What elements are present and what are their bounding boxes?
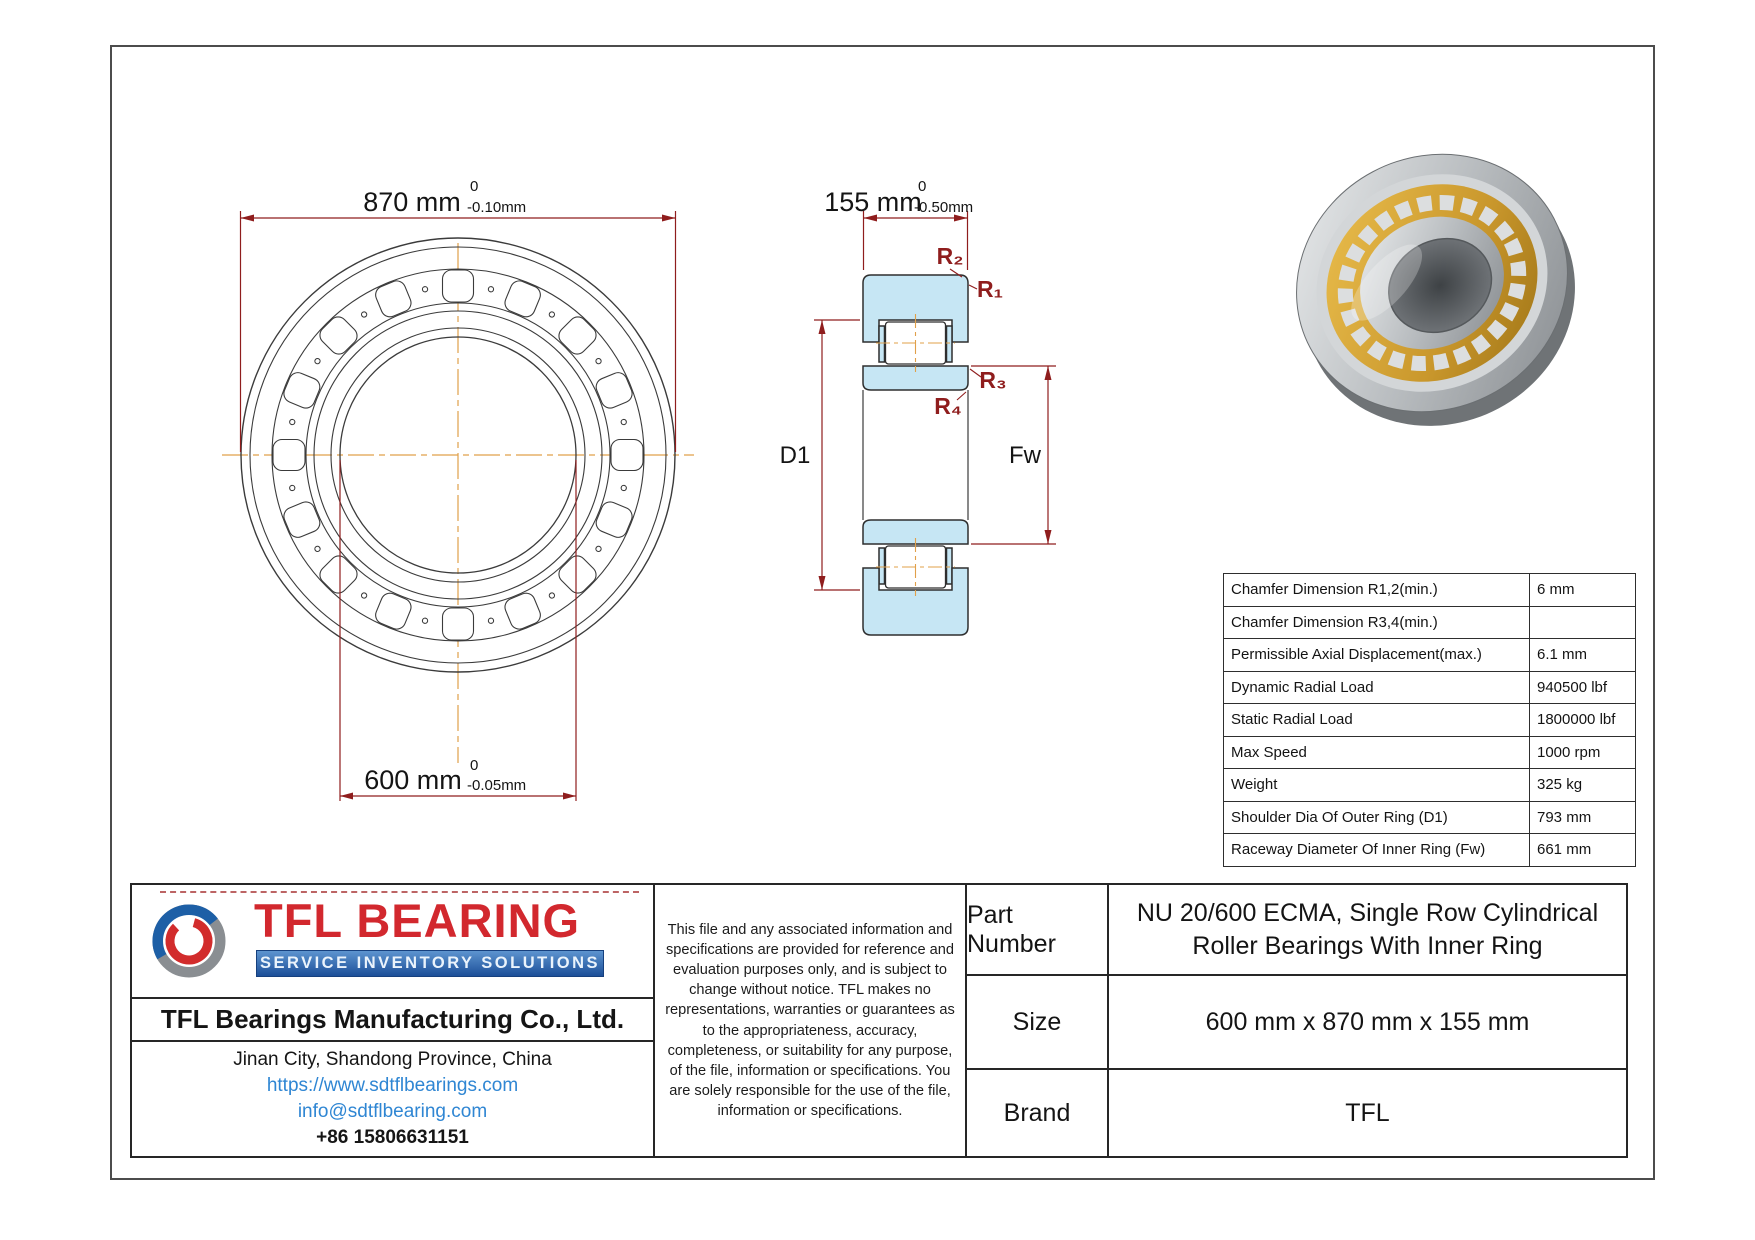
front-view [222,178,694,801]
size-label: Size [967,976,1109,1070]
spec-row [1224,574,1636,607]
dim-width-value: 155 mm [824,187,922,217]
bearing-3d-render [1251,107,1621,473]
dim-outer-diameter [241,178,676,452]
spec-row [1224,671,1636,704]
logo-cell [132,885,655,999]
dim-bore-tol-bottom: -0.05mm [467,777,527,794]
spec-label: Dynamic Radial Load [1224,671,1530,704]
dim-outer-tol-bottom: -0.10mm [467,199,527,216]
spec-label: Shoulder Dia Of Outer Ring (D1) [1224,801,1530,834]
spec-value: 661 mm [1530,834,1636,867]
spec-label: Raceway Diameter Of Inner Ring (Fw) [1224,834,1530,867]
spec-row [1224,704,1636,737]
logo-brand-text: TFL BEARING [254,894,581,947]
spec-table [1223,573,1636,867]
part-number-label: Part Number [967,885,1109,976]
spec-value: 793 mm [1530,801,1636,834]
dim-width-tol-top: 0 [918,178,927,195]
company-email-link[interactable]: info@sdtflbearing.com [297,1101,488,1122]
title-block [130,883,1628,1158]
spec-value [1530,606,1636,639]
spec-label: Chamfer Dimension R1,2(min.) [1224,574,1530,607]
label-fw: Fw [1009,442,1041,469]
disclaimer-text: This file and any associated information and specifications are provided for reference and evaluation purposes only, and is subject to change without notice. TFL makes no representations, warranties or guarantees as to the appropriateness, accuracy, completeness, or suitability for any purpose, of the file, information or specifications. You are solely responsible for the use of the file, information or specifications. [665,921,955,1119]
tfl-logo-icon [148,900,230,982]
dim-d1 [780,320,860,590]
spec-value: 1800000 lbf [1530,704,1636,737]
spec-row [1224,736,1636,769]
center-lines [222,243,694,763]
roller-pocket [443,270,495,302]
spec-row [1224,769,1636,802]
company-address: Jinan City, Shandong Province, China [233,1049,552,1070]
brand-value: TFL [1345,1098,1390,1127]
company-website-link[interactable]: https://www.sdtflbearings.com [266,1075,519,1096]
spec-row [1224,801,1636,834]
logo-tagline: SERVICE INVENTORY SOLUTIONS [256,950,604,977]
spec-value: 1000 rpm [1530,736,1636,769]
label-d1: D1 [779,442,811,469]
contact-info [132,1042,655,1156]
label-r2: R₂ [936,243,964,269]
spec-label: Weight [1224,769,1530,802]
spec-label: Max Speed [1224,736,1530,769]
dim-width-tol-bottom: -0.50mm [914,199,974,216]
spec-value: 940500 lbf [1530,671,1636,704]
spec-value: 6.1 mm [1530,639,1636,672]
section-view [780,178,1056,635]
spec-value: 6 mm [1530,574,1636,607]
part-number-value: NU 20/600 ECMA, Single Row Cylindrical Roller Bearings With Inner Ring [1109,885,1626,976]
brand-label: Brand [967,1070,1109,1156]
dim-bore-tol-top: 0 [470,757,479,774]
company-name: TFL Bearings Manufacturing Co., Ltd. [132,999,655,1042]
dim-bore-value: 600 mm [364,765,462,795]
disclaimer-cell [655,885,967,1156]
spec-row [1224,639,1636,672]
company-phone: +86 15806631151 [316,1127,469,1148]
spec-label: Chamfer Dimension R3,4(min.) [1224,606,1530,639]
dim-outer-tol-top: 0 [470,178,479,195]
label-r3: R₃ [979,367,1007,393]
size-value: 600 mm x 870 mm x 155 mm [1109,976,1626,1070]
dim-outer-value: 870 mm [363,187,461,217]
label-r4: R₄ [934,393,962,419]
spec-label: Permissible Axial Displacement(max.) [1224,639,1530,672]
spec-value: 325 kg [1530,769,1636,802]
spec-row [1224,834,1636,867]
spec-row [1224,606,1636,639]
spec-label: Static Radial Load [1224,704,1530,737]
label-r1: R₁ [976,276,1004,302]
